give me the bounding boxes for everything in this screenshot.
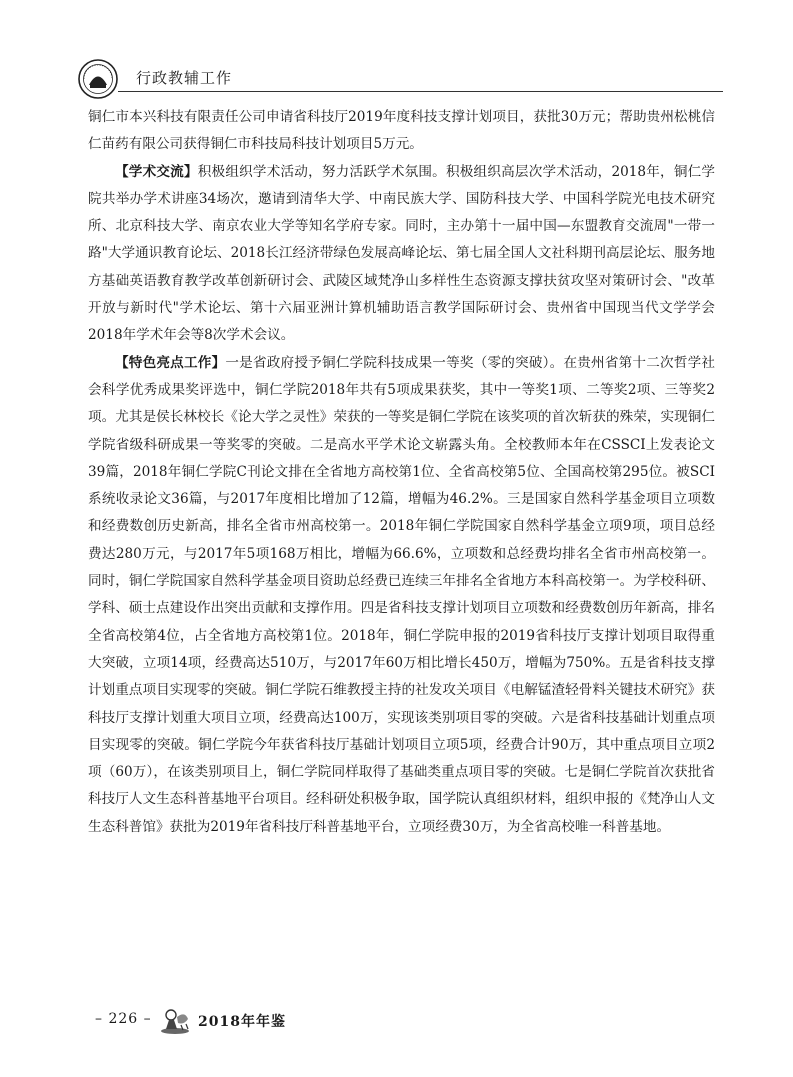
mascot-icon — [157, 1005, 193, 1035]
page-number: – 226 – — [95, 1011, 152, 1027]
paragraph-academic-exchange — [88, 159, 715, 350]
paragraph-text: 一是省政府授予铜仁学院科技成果一等奖（零的突破）。在贵州省第十二次哲学社会科学优秀成果奖评选中，铜仁学院2018年共有5项成果获奖，其中一等奖1项、二等奖2项、三等奖2项。尤其是侯长林校长《论大学之灵性》荣获的一等奖是铜仁学院在该奖项的首次斩获的殊荣，实现铜仁学院省级科研成果一等奖零的突破。二是高水平学术论文崭露头角。全校教师本年在CSSCI上发表论文39篇，2018年铜仁学院C刊论文排在全省地方高校第1位、全省高校第5位、全国高校第295位。被SCI系统收录论文36篇，与2017年度相比增加了12篇，增幅为46.2%。三是国家自然科学基金项目立项数和经费数创历史新高，排名全省市州高校第一。2018年铜仁学院国家自然科学基金立项9项，项目总经费达280万元，与2017年5项168万相比，增幅为66.6%，立项数和总经费均排名全省市州高校第一。同时，铜仁学院国家自然科学基金项目资助总经费已连续三年排名全省地方本科高校第一。为学校科研、学科、硕士点建设作出突出贡献和支撑作用。四是省科技支撑计划项目立项数和经费数创历年新高，排名全省高校第4位，占全省地方高校第1位。2018年，铜仁学院申报的2019省科技厅支撑计划项目取得重大突破，立项14项，经费高达510万，与2017年60万相比增长450万，增幅为750%。五是省科技支撑计划重点项目实现零的突破。铜仁学院石维教授主持的社发攻关项目《电解锰渣轻骨料关键技术研究》获科技厅支撑计划重大项目立项，经费高达100万，实现该类别项目零的突破。六是省科技基础计划重点项目实现零的突破。铜仁学院今年获省科技厅基础计划项目立项5项，经费合计90万，其中重点项目立项2项（60万），在该类别项目上，铜仁学院同样取得了基础类重点项目零的突破。七是铜仁学院首次获批省科技厅人文生态科普基地平台项目。经科研处积极争取，国学院认真组织材料，组织申报的《梵净山人文生态科普馆》获批为2019年省科技厅科普基地平台，立项经费30万，为全省高校唯一科普基地。 — [88, 354, 716, 835]
paragraph-text: 积极组织学术活动，努力活跃学术氛围。积极组织高层次学术活动，2018年，铜仁学院共举办学术讲座34场次，邀请到清华大学、中南民族大学、国防科技大学、中国科学院光电技术研究所、北京科技大学、南京农业大学等知名学府专家。同时，主办第十一届中国—东盟教育交流周"一带一路"大学通识教育论坛、2018长江经济带绿色发展高峰论坛、第七届全国人文社科期刊高层论坛、服务地方基础英语教育教学改革创新研讨会、武陵区域梵净山多样性生态资源支撑扶贫攻坚对策研讨会、"改革开放与新时代"学术论坛、第十六届亚洲计算机辅助语言教学国际研讨会、贵州省中国现当代文学学会2018年学术年会等8次学术会议。 — [88, 163, 716, 344]
section-heading: 【特色亮点工作】 — [115, 354, 226, 371]
header-divider — [118, 91, 723, 92]
page-footer — [95, 1005, 395, 1035]
paragraph-text: 铜仁市本兴科技有限责任公司申请省科技厅2019年度科技支撑计划项目，获批30万元；帮助贵州松桃信仁苗药有限公司获得铜仁市科技局科技计划项目5万元。 — [88, 109, 715, 153]
university-logo-icon — [78, 59, 118, 99]
yearbook-title: 2018年年鉴 — [198, 1014, 286, 1030]
section-heading: 【学术交流】 — [115, 163, 198, 180]
section-title: 行政教辅工作 — [136, 69, 233, 87]
main-content — [88, 104, 715, 841]
paragraph-continuation — [88, 104, 715, 159]
page-header — [78, 57, 723, 97]
paragraph-highlights — [88, 350, 715, 841]
